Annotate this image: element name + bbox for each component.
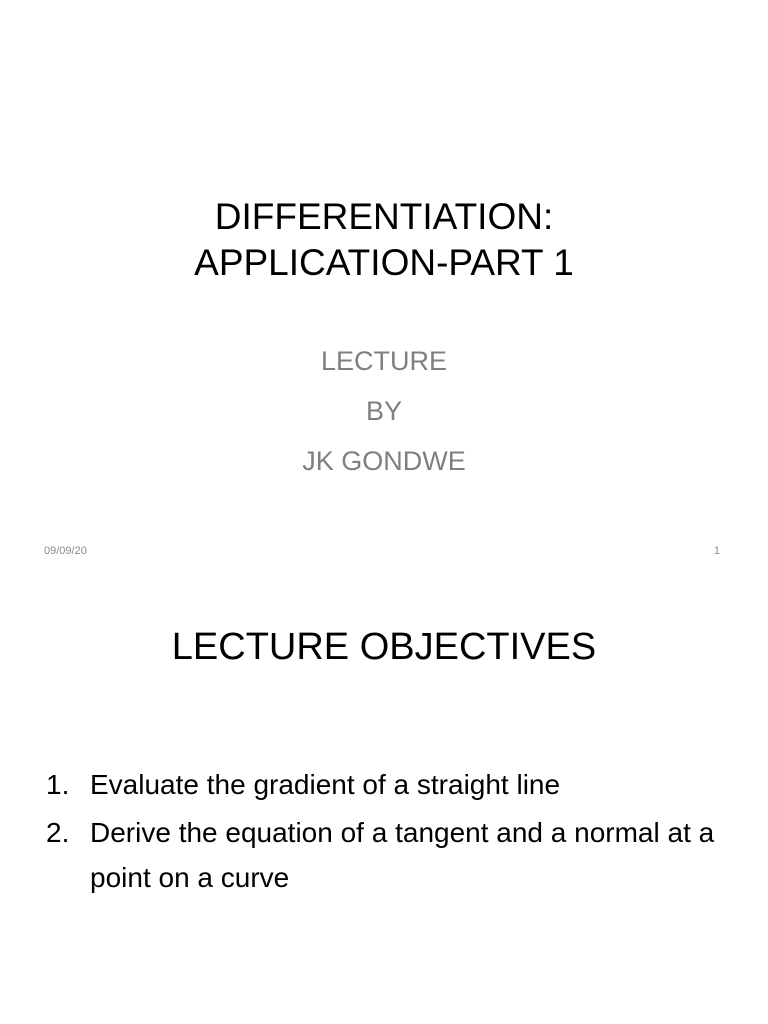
subtitle-line-2: BY <box>365 396 403 426</box>
slide-title <box>0 194 768 286</box>
slide-subtitle <box>0 336 768 486</box>
list-item-text: Evaluate the gradient of a straight line <box>90 769 561 800</box>
list-item-text: Derive the equation of a tangent and a normal at a point on a curve <box>90 817 715 893</box>
list-item <box>46 810 726 900</box>
list-item-number: 2. <box>46 817 70 848</box>
list-item-number: 1. <box>46 769 70 800</box>
list-item <box>46 762 726 807</box>
title-line-1: DIFFERENTIATION: <box>214 196 554 237</box>
slide-title: LECTURE OBJECTIVES <box>171 626 597 668</box>
title-line-2: APPLICATION-PART 1 <box>194 242 574 283</box>
slide-number: 1 <box>713 545 720 557</box>
subtitle-line-1: LECTURE <box>320 346 448 376</box>
objectives-slide <box>0 576 768 1024</box>
objectives-list <box>46 762 726 903</box>
footer-date: 09/09/20 <box>44 545 87 557</box>
subtitle-line-3: JK GONDWE <box>302 446 466 476</box>
